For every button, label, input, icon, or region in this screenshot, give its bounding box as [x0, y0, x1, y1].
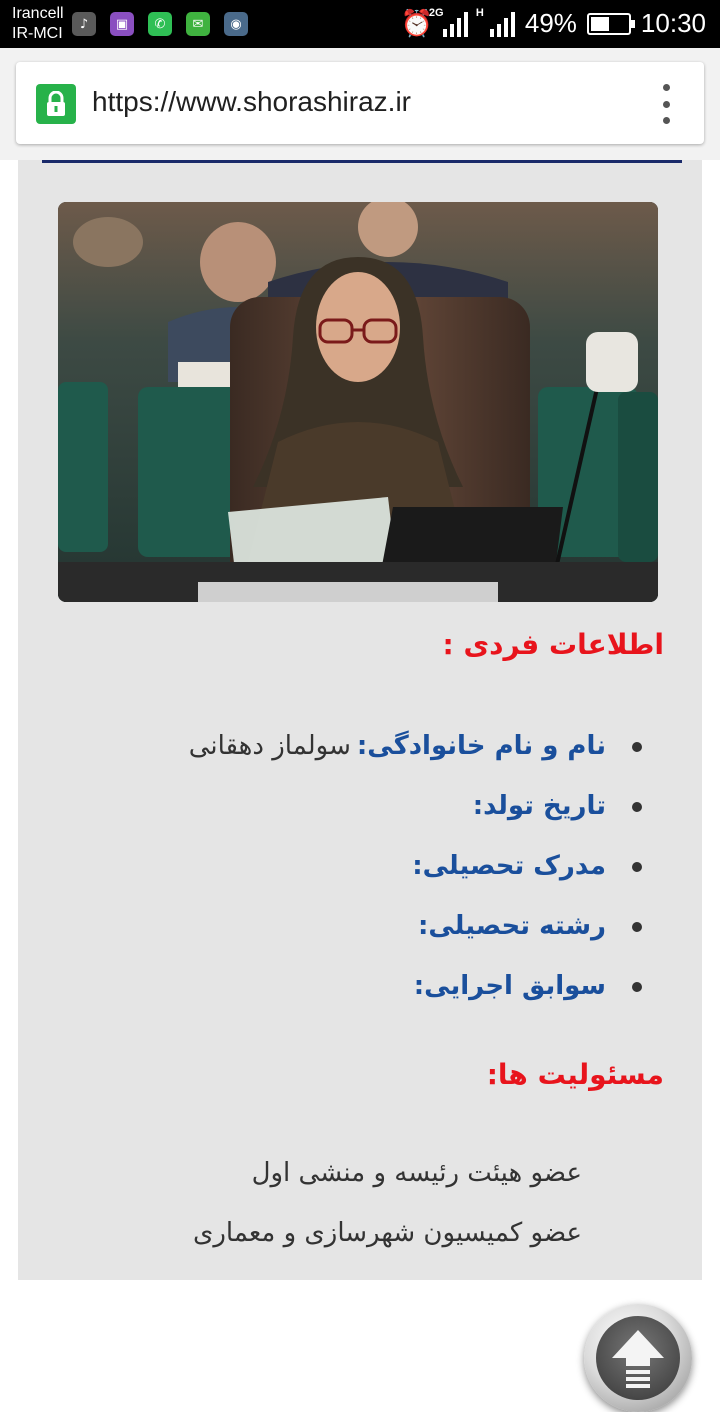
url-text[interactable]: https://www.shorashiraz.ir: [92, 86, 411, 117]
battery-fill: [591, 17, 609, 31]
alarm-icon: ⏰: [400, 8, 433, 38]
responsibility-item: عضو هیئت رئیسه و منشی اول: [251, 1158, 582, 1188]
clock: 10:30: [640, 8, 706, 38]
responsibility-item: عضو کمیسیون شهرسازی و معماری: [193, 1218, 582, 1248]
name-label: نام و نام خانوادگی:: [356, 731, 606, 761]
list-item: [64, 716, 664, 776]
network-2g-label: 2G: [428, 6, 444, 19]
music-notification-icon: ♪: [72, 12, 96, 36]
member-photo: [58, 202, 658, 602]
scroll-up-arrow-icon: [596, 1316, 680, 1400]
list-item: [64, 836, 664, 896]
list-item: [64, 776, 664, 836]
name-value: سولماز دهقانی: [188, 731, 351, 761]
executive-record-label: سوابق اجرایی:: [413, 971, 606, 1001]
network-h-label: H: [475, 6, 484, 19]
list-item: [64, 956, 664, 1016]
card-top-border: [42, 160, 682, 163]
browser-menu-icon[interactable]: [658, 84, 674, 124]
personal-info-list: [64, 716, 664, 1016]
birth-date-label: تاریخ تولد:: [472, 791, 606, 821]
status-right: [401, 8, 707, 39]
address-bar[interactable]: [16, 62, 704, 144]
list-item: [64, 896, 664, 956]
carrier-info: [12, 4, 64, 44]
gallery-notification-icon: ▣: [110, 12, 134, 36]
scroll-to-top-button[interactable]: [584, 1304, 692, 1412]
content-card: [18, 160, 702, 1280]
notification-icons: [72, 12, 248, 36]
signal-2g-icon: [428, 6, 468, 37]
messenger-notification-icon: ✉: [186, 12, 210, 36]
battery-icon: [587, 13, 631, 35]
carrier-name-2: IR-MCI: [12, 25, 63, 42]
signal-h-icon: [475, 6, 515, 37]
lock-icon[interactable]: [36, 84, 76, 124]
web-page: [0, 160, 720, 1280]
personal-info-title: اطلاعات فردی :: [442, 628, 664, 661]
browser-toolbar: [0, 48, 720, 160]
field-of-study-label: رشته تحصیلی:: [417, 911, 606, 941]
status-bar: [0, 0, 720, 48]
degree-label: مدرک تحصیلی:: [412, 851, 606, 881]
eye-notification-icon: ◉: [224, 12, 248, 36]
carrier-name-1: Irancell: [12, 5, 64, 22]
whatsapp-notification-icon: ✆: [148, 12, 172, 36]
responsibilities-title: مسئولیت ها:: [486, 1058, 664, 1091]
battery-percent: 49%: [524, 8, 577, 38]
